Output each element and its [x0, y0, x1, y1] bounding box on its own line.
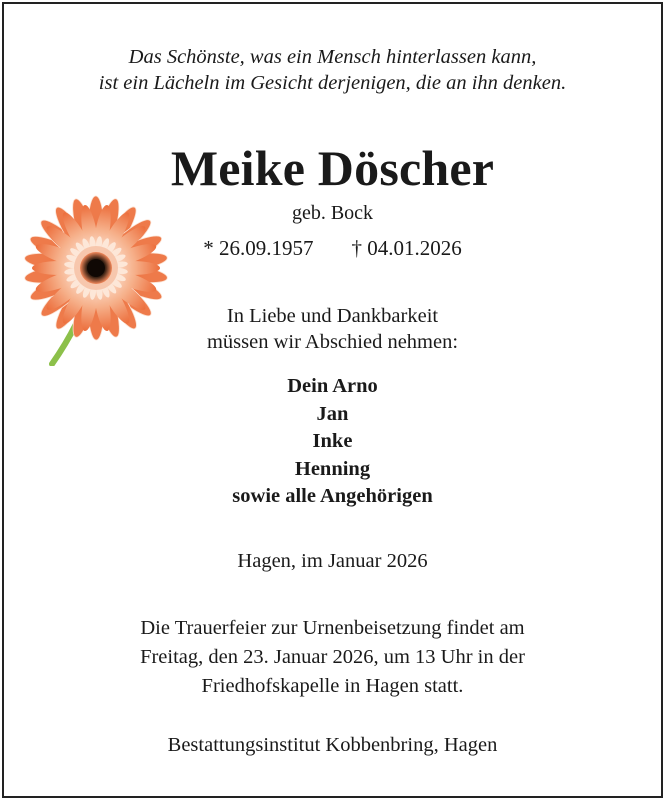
family-member: Henning: [294, 457, 371, 480]
family-member: Inke: [312, 430, 353, 452]
birth-date: * 26.09.1957: [203, 236, 314, 260]
service-notice: [0, 614, 665, 701]
motto-quote: [0, 44, 665, 96]
place-date: Hagen, im Januar 2026: [237, 550, 428, 572]
born-name: geb. Bock: [291, 202, 374, 224]
family-member: Dein Arno: [287, 375, 378, 397]
service-line: Freitag, den 23. Januar 2026, um 13 Uhr in der: [140, 646, 525, 668]
intro-line: müssen wir Abschied nehmen:: [206, 331, 459, 353]
farewell-intro: [0, 303, 665, 355]
deceased-name: Meike Döscher: [170, 140, 495, 196]
motto-line: Das Schönste, was ein Mensch hinterlassen kann,: [128, 46, 537, 68]
intro-line: In Liebe und Dankbarkeit: [226, 305, 439, 327]
undertaker: Bestattungsinstitut Kobbenbring, Hagen: [167, 734, 498, 756]
service-line: Die Trauerfeier zur Urnenbeisetzung findet am: [140, 617, 525, 639]
motto-line: ist ein Lächeln im Gesicht derjenigen, die an ihn denken.: [98, 72, 567, 94]
death-date: † 04.01.2026: [351, 236, 462, 260]
family-member: sowie alle Angehörigen: [232, 485, 433, 507]
family-list: [0, 373, 665, 511]
service-line: Friedhofskapelle in Hagen statt.: [201, 675, 464, 697]
family-member: Jan: [316, 402, 349, 425]
